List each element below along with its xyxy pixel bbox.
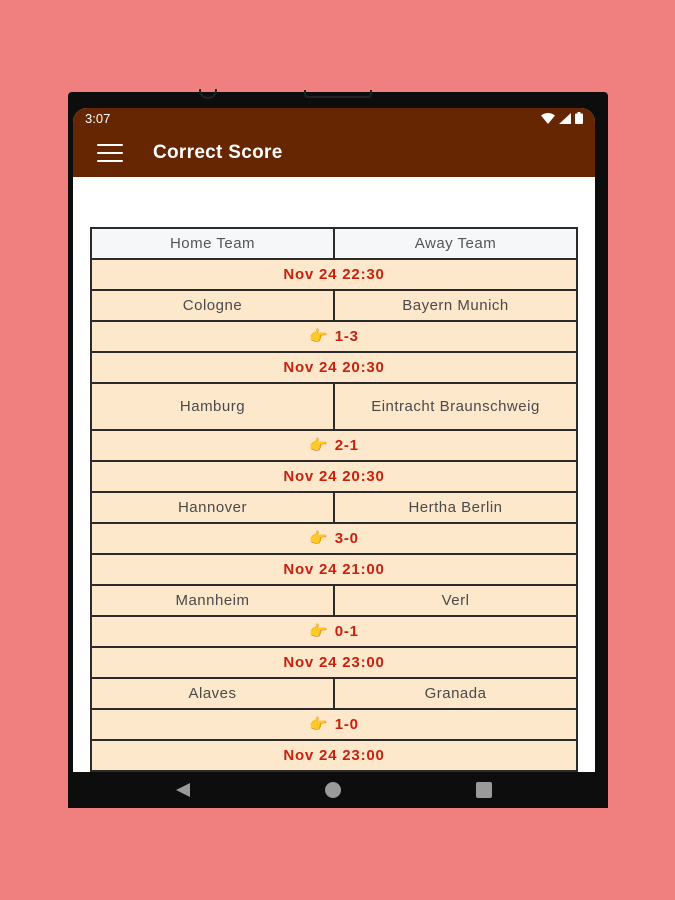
away-team: Bayern Munich	[334, 290, 577, 321]
match-teams-row	[91, 290, 577, 321]
header-away-team: Away Team	[334, 228, 577, 259]
match-score: 0-1	[334, 622, 359, 640]
app-bar	[73, 128, 595, 177]
match-score: 1-0	[334, 715, 359, 733]
match-score-cell	[91, 523, 577, 554]
match-date-row	[91, 461, 577, 492]
home-team: Cologne	[91, 290, 334, 321]
match-score: 1-3	[334, 327, 359, 345]
match-date: Nov 24 23:00	[91, 740, 577, 771]
recent-apps-icon[interactable]	[476, 782, 492, 798]
match-date: Nov 24 22:30	[91, 259, 577, 290]
match-score-cell	[91, 616, 577, 647]
match-date-row	[91, 352, 577, 383]
match-date: Nov 24 20:30	[91, 461, 577, 492]
match-score-cell	[91, 430, 577, 461]
pointing-hand-icon: 👉	[309, 436, 329, 454]
away-team: Hertha Berlin	[334, 492, 577, 523]
home-team: Hamburg	[91, 383, 334, 430]
match-score-cell	[91, 709, 577, 740]
away-team: Verl	[334, 585, 577, 616]
table-header-row	[91, 228, 577, 259]
match-date: Nov 24 20:30	[91, 352, 577, 383]
home-team: Alaves	[91, 678, 334, 709]
match-score-row	[91, 616, 577, 647]
match-date-row	[91, 259, 577, 290]
match-teams-row	[91, 383, 577, 430]
pointing-hand-icon: 👉	[309, 529, 329, 547]
home-team: Mannheim	[91, 585, 334, 616]
match-date: Nov 24 21:00	[91, 554, 577, 585]
header-home-team: Home Team	[91, 228, 334, 259]
match-date-row	[91, 647, 577, 678]
home-team: Hannover	[91, 492, 334, 523]
match-score-row	[91, 321, 577, 352]
match-teams-row	[91, 492, 577, 523]
pointing-hand-icon: 👉	[309, 622, 329, 640]
status-time: 3:07	[85, 110, 111, 126]
earpiece-speaker	[304, 90, 372, 98]
battery-icon	[575, 112, 583, 124]
match-score-row	[91, 709, 577, 740]
back-icon[interactable]	[176, 783, 190, 797]
match-teams-row	[91, 585, 577, 616]
screen	[73, 108, 595, 772]
navigation-bar	[68, 772, 608, 808]
app-title: Correct Score	[153, 141, 283, 163]
match-score: 2-1	[334, 436, 359, 454]
away-team: Eintracht Braunschweig	[334, 383, 577, 430]
scores-table	[90, 227, 578, 772]
match-date: Nov 24 23:00	[91, 647, 577, 678]
away-team: Granada	[334, 678, 577, 709]
home-icon[interactable]	[325, 782, 341, 798]
match-score-cell	[91, 321, 577, 352]
pointing-hand-icon: 👉	[309, 327, 329, 345]
match-score: 3-0	[334, 529, 359, 547]
front-camera	[199, 89, 217, 99]
match-score-row	[91, 523, 577, 554]
pointing-hand-icon: 👉	[309, 715, 329, 733]
signal-icon	[559, 113, 571, 124]
match-date-row	[91, 554, 577, 585]
content-area	[73, 177, 595, 772]
status-bar	[73, 108, 595, 128]
match-date-row	[91, 740, 577, 771]
hamburger-menu-icon[interactable]	[97, 144, 123, 162]
match-score-row	[91, 430, 577, 461]
status-icons	[541, 112, 583, 124]
wifi-icon	[541, 113, 555, 124]
match-teams-row	[91, 678, 577, 709]
phone-frame	[68, 92, 608, 808]
